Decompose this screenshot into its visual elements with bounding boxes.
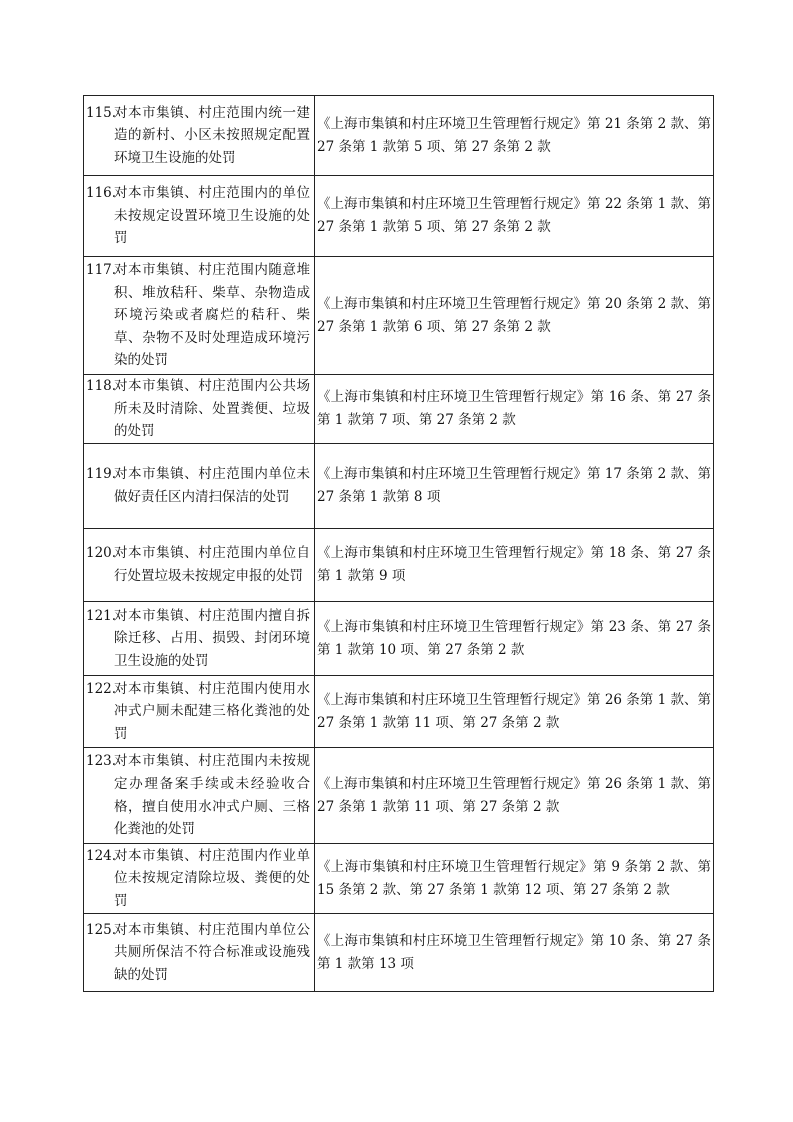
table-row (84, 844, 714, 914)
item-number: 124. (86, 847, 117, 864)
legal-basis-text: 《上海市集镇和村庄环境卫生管理暂行规定》第 10 条、第 27 条第 1 款第 13 项 (317, 932, 711, 972)
legal-basis-text: 《上海市集镇和村庄环境卫生管理暂行规定》第 26 条第 1 款、第 27 条第 1 款第 11 项、第 27 条第 2 款 (317, 691, 711, 731)
item-text: 对本市集镇、村庄范围内作业单位未按规定清除垃圾、粪便的处罚 (114, 847, 310, 909)
item-number: 125. (86, 921, 117, 938)
legal-basis-text: 《上海市集镇和村庄环境卫生管理暂行规定》第 26 条第 1 款、第 27 条第 1 款第 11 项、第 27 条第 2 款 (317, 775, 711, 815)
penalty-items-table (83, 95, 714, 992)
item-text: 对本市集镇、村庄范围内单位公共厕所保洁不符合标准或设施残缺的处罚 (114, 921, 310, 983)
table-row (84, 176, 714, 257)
item-cell (84, 676, 315, 748)
basis-cell (315, 602, 714, 676)
basis-cell (315, 257, 714, 375)
table-row (84, 602, 714, 676)
item-number: 122. (86, 680, 117, 697)
item-cell (84, 375, 315, 444)
item-cell (84, 176, 315, 257)
item-text: 对本市集镇、村庄范围内未按规定办理备案手续或未经验收合格，擅自使用水冲式户厕、三格化粪池的处罚 (114, 753, 310, 838)
item-text: 对本市集镇、村庄范围内擅自拆除迁移、占用、损毁、封闭环境卫生设施的处罚 (114, 607, 310, 669)
item-number: 116. (86, 185, 117, 202)
item-text: 对本市集镇、村庄范围内公共场所未及时清除、处置粪便、垃圾的处罚 (114, 378, 310, 440)
item-text: 对本市集镇、村庄范围内单位未做好责任区内清扫保洁的处罚 (114, 466, 310, 505)
item-text: 对本市集镇、村庄范围内的单位未按规定设置环境卫生设施的处罚 (114, 185, 310, 247)
table-row (84, 676, 714, 748)
basis-cell (315, 676, 714, 748)
legal-basis-text: 《上海市集镇和村庄环境卫生管理暂行规定》第 21 条第 2 款、第 27 条第 1 款第 5 项、第 27 条第 2 款 (317, 115, 711, 155)
basis-cell (315, 444, 714, 529)
item-number: 118. (86, 378, 117, 395)
item-number: 117. (86, 262, 117, 279)
item-number: 121. (86, 607, 117, 624)
item-cell (84, 914, 315, 992)
basis-cell (315, 748, 714, 844)
basis-cell (315, 529, 714, 602)
item-cell (84, 602, 315, 676)
legal-basis-text: 《上海市集镇和村庄环境卫生管理暂行规定》第 9 条第 2 款、第 15 条第 2 款、第 27 条第 1 款第 12 项、第 27 条第 2 款 (317, 858, 711, 898)
item-cell (84, 748, 315, 844)
item-cell (84, 444, 315, 529)
item-text: 对本市集镇、村庄范围内使用水冲式户厕未配建三格化粪池的处罚 (114, 680, 310, 742)
basis-cell (315, 375, 714, 444)
legal-basis-text: 《上海市集镇和村庄环境卫生管理暂行规定》第 18 条、第 27 条第 1 款第 9 项 (317, 545, 711, 584)
legal-basis-text: 《上海市集镇和村庄环境卫生管理暂行规定》第 23 条、第 27 条第 1 款第 10 项、第 27 条第 2 款 (317, 618, 711, 658)
item-number: 119. (86, 466, 117, 483)
item-text: 对本市集镇、村庄范围内统一建造的新村、小区未按照规定配置环境卫生设施的处罚 (114, 104, 310, 166)
basis-cell (315, 914, 714, 992)
item-cell (84, 96, 315, 176)
table-row (84, 96, 714, 176)
legal-basis-text: 《上海市集镇和村庄环境卫生管理暂行规定》第 17 条第 2 款、第 27 条第 1 款第 8 项 (317, 466, 711, 505)
table-row (84, 748, 714, 844)
item-cell (84, 844, 315, 914)
table-row (84, 257, 714, 375)
item-cell (84, 529, 315, 602)
legal-basis-text: 《上海市集镇和村庄环境卫生管理暂行规定》第 16 条、第 27 条第 1 款第 7 项、第 27 条第 2 款 (317, 389, 711, 428)
item-number: 123. (86, 753, 117, 770)
item-number: 120. (86, 545, 117, 562)
item-text: 对本市集镇、村庄范围内单位自行处置垃圾未按规定申报的处罚 (114, 545, 310, 584)
legal-basis-text: 《上海市集镇和村庄环境卫生管理暂行规定》第 20 条第 2 款、第 27 条第 1 款第 6 项、第 27 条第 2 款 (317, 295, 711, 335)
item-text: 对本市集镇、村庄范围内随意堆积、堆放秸秆、柴草、杂物造成环境污染或者腐烂的秸秆、柴草、杂物不及时处理造成环境污染的处罚 (114, 262, 310, 369)
basis-cell (315, 844, 714, 914)
legal-basis-text: 《上海市集镇和村庄环境卫生管理暂行规定》第 22 条第 1 款、第 27 条第 1 款第 5 项、第 27 条第 2 款 (317, 196, 711, 235)
table-row (84, 529, 714, 602)
item-cell (84, 257, 315, 375)
table-row (84, 444, 714, 529)
table-row (84, 914, 714, 992)
basis-cell (315, 176, 714, 257)
item-number: 115. (86, 104, 117, 121)
table-row (84, 375, 714, 444)
basis-cell (315, 96, 714, 176)
